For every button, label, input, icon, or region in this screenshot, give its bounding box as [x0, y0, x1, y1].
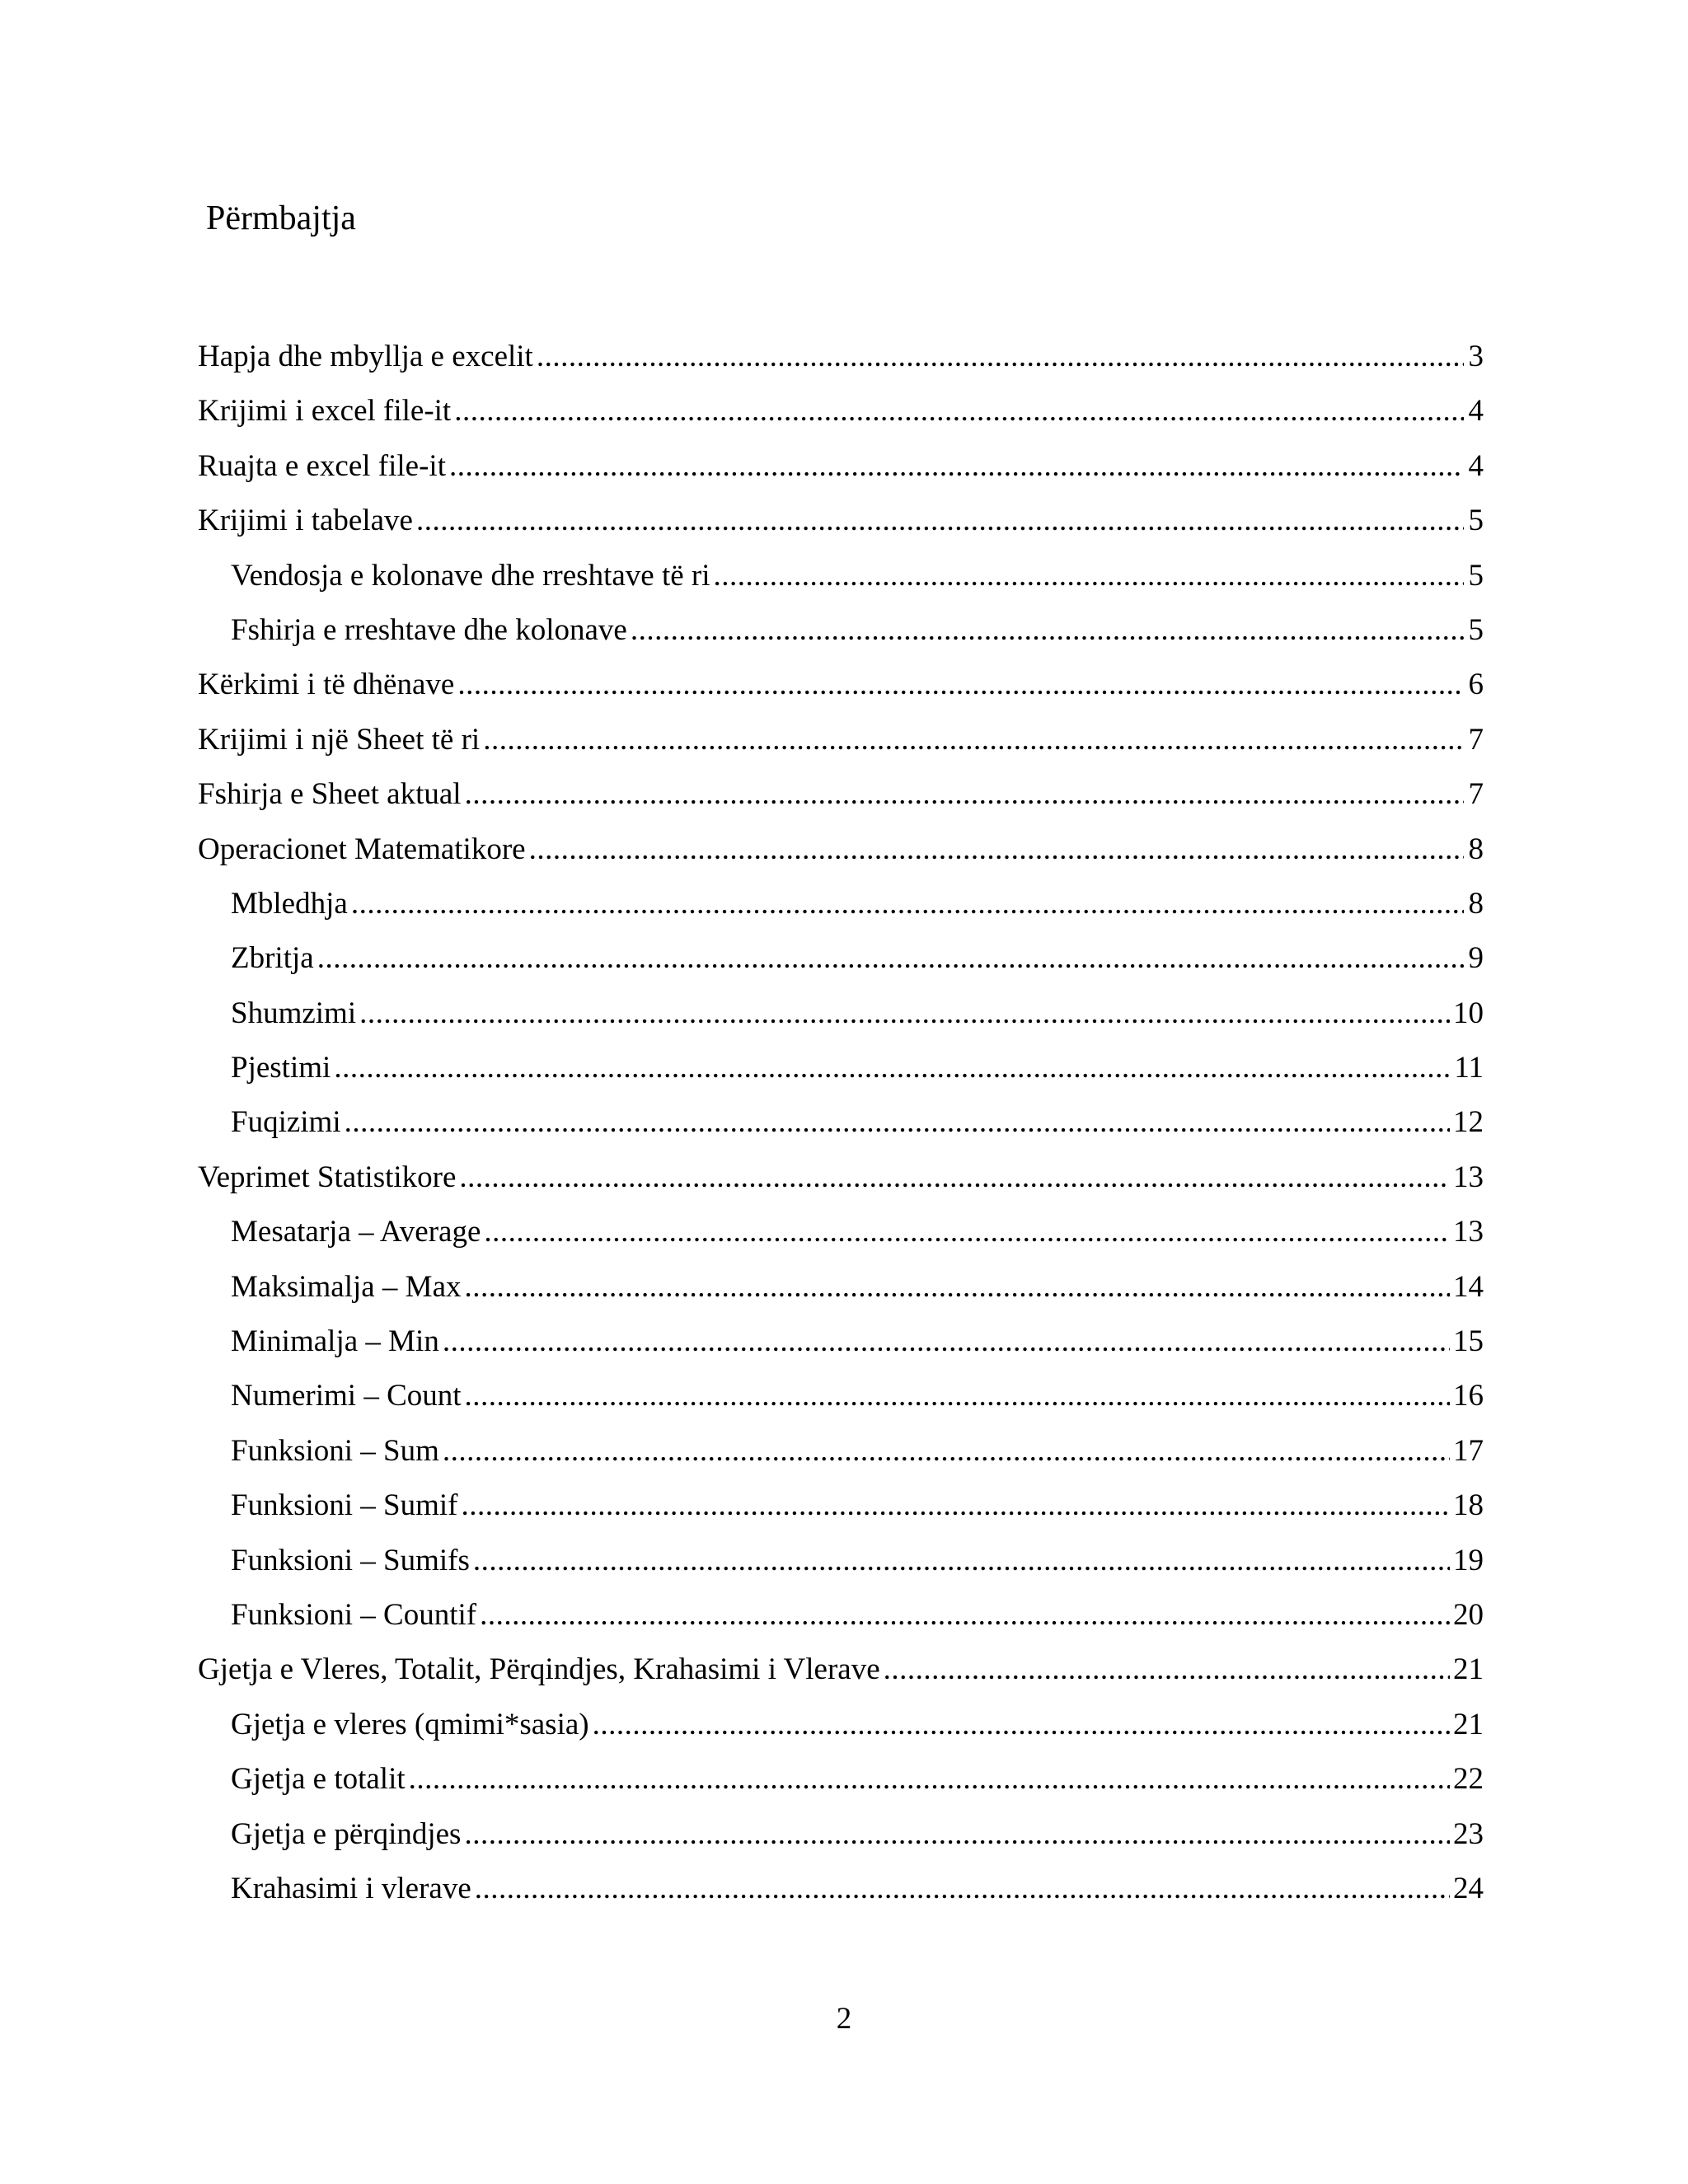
toc-entry-title: Operacionet Matematikore: [198, 832, 526, 866]
toc-entry-title: Ruajta e excel file-it: [198, 448, 446, 483]
toc-subentry[interactable]: [0, 1807, 1688, 1862]
toc-entry-title: Fshirja e Sheet aktual: [198, 777, 462, 812]
toc-entry-title: Hapja dhe mbyllja e excelit: [198, 340, 533, 373]
toc-entry-page-number: 4: [1468, 448, 1484, 483]
toc-entry-title: Numerimi – Count: [231, 1379, 462, 1413]
toc-entry-title: Gjetja e përqindjes: [231, 1816, 462, 1851]
toc-entry-page-number: 11: [1454, 1051, 1484, 1085]
toc-subentry[interactable]: [0, 1534, 1688, 1588]
toc-entry-title: Krahasimi i vlerave: [231, 1871, 471, 1905]
toc-dot-leader: [714, 549, 1464, 603]
toc-entry-title: Funksioni – Countif: [231, 1597, 477, 1632]
toc-dot-leader: [473, 1534, 1450, 1588]
toc-title: Përmbajtja: [206, 199, 356, 237]
toc-dot-leader: [529, 823, 1464, 877]
toc-entry-title: Fshirja e rreshtave dhe kolonave: [231, 612, 627, 647]
toc-entry[interactable]: [0, 330, 1688, 384]
toc-entry-title: Shumzimi: [231, 996, 357, 1030]
toc-entry-page-number: 24: [1453, 1871, 1484, 1905]
toc-entry-page-number: 9: [1468, 941, 1484, 976]
toc-entry-page-number: 8: [1468, 832, 1484, 866]
toc-entry-title: Vendosja e kolonave dhe rreshtave të ri: [231, 558, 710, 593]
toc-dot-leader: [484, 1205, 1450, 1259]
toc-subentry[interactable]: [0, 1698, 1688, 1752]
toc-subentry[interactable]: [0, 549, 1688, 603]
toc-dot-leader: [465, 1260, 1450, 1315]
toc-entry-page-number: 6: [1468, 668, 1484, 702]
toc-dot-leader: [465, 1369, 1450, 1423]
toc-subentry[interactable]: [0, 1205, 1688, 1259]
toc-entry-page-number: 12: [1453, 1105, 1484, 1140]
toc-entry-title: Krijimi i excel file-it: [198, 394, 452, 429]
toc-entry-page-number: 21: [1453, 1652, 1484, 1687]
toc-entry-page-number: 18: [1453, 1488, 1484, 1523]
toc-entry-title: Maksimalja – Max: [231, 1269, 462, 1304]
toc-entry[interactable]: [0, 713, 1688, 767]
toc-subentry[interactable]: [0, 1315, 1688, 1369]
toc-dot-leader: [454, 384, 1464, 438]
toc-dot-leader: [884, 1643, 1450, 1697]
toc-subentry[interactable]: [0, 877, 1688, 931]
toc-entry-title: Krijimi i një Sheet të ri: [198, 722, 481, 757]
toc-dot-leader: [462, 1479, 1451, 1533]
toc-entry-page-number: 20: [1453, 1597, 1484, 1632]
toc-dot-leader: [480, 1588, 1450, 1643]
toc-entry-page-number: 21: [1453, 1707, 1484, 1741]
toc-entry-title: Kërkimi i të dhënave: [198, 668, 455, 702]
toc-entry[interactable]: [0, 494, 1688, 548]
toc-entry[interactable]: [0, 384, 1688, 438]
toc-entry[interactable]: [0, 1151, 1688, 1205]
toc-entry-title: Veprimet Statistikore: [198, 1160, 457, 1194]
toc-subentry[interactable]: [0, 987, 1688, 1041]
toc-entry[interactable]: [0, 439, 1688, 494]
toc-entry-title: Krijimi i tabelave: [198, 504, 413, 538]
toc-entry-page-number: 3: [1468, 340, 1484, 373]
toc-entry-title: Funksioni – Sumifs: [231, 1543, 470, 1577]
toc-subentry[interactable]: [0, 1862, 1688, 1916]
toc-entry-page-number: 15: [1453, 1324, 1484, 1359]
toc-entry-page-number: 7: [1468, 777, 1484, 812]
toc-entry-page-number: 19: [1453, 1543, 1484, 1577]
toc-subentry[interactable]: [0, 1260, 1688, 1315]
toc-dot-leader: [631, 603, 1464, 658]
toc-dot-leader: [416, 494, 1464, 548]
toc-entry-page-number: 23: [1453, 1816, 1484, 1851]
toc-subentry[interactable]: [0, 1588, 1688, 1643]
toc-entry-page-number: 13: [1453, 1215, 1484, 1249]
toc-entry-title: Funksioni – Sum: [231, 1433, 439, 1468]
toc-dot-leader: [334, 1041, 1451, 1095]
toc-entry-title: Fuqizimi: [231, 1105, 341, 1140]
toc-dot-leader: [465, 767, 1464, 822]
page-number: 2: [836, 2002, 852, 2036]
toc-subentry[interactable]: [0, 1424, 1688, 1479]
toc-dot-leader: [457, 658, 1464, 712]
toc-entry-page-number: 14: [1453, 1269, 1484, 1304]
toc-entry-title: Mesatarja – Average: [231, 1215, 481, 1249]
toc-entry-title: Funksioni – Sumif: [231, 1488, 458, 1523]
toc-dot-leader: [537, 330, 1464, 384]
toc-subentry[interactable]: [0, 1752, 1688, 1807]
toc-entry-page-number: 13: [1453, 1160, 1484, 1194]
toc-subentry[interactable]: [0, 1095, 1688, 1150]
toc-dot-leader: [459, 1151, 1450, 1205]
toc-entry-title: Mbledhja: [231, 886, 348, 921]
toc-entry-page-number: 4: [1468, 394, 1484, 429]
toc-entry[interactable]: [0, 1643, 1688, 1697]
toc-entry-page-number: 22: [1453, 1762, 1484, 1797]
toc-dot-leader: [443, 1315, 1450, 1369]
toc-entry-page-number: 7: [1468, 722, 1484, 757]
toc-entry-title: Gjetja e vleres (qmimi*sasia): [231, 1707, 589, 1741]
toc-dot-leader: [317, 931, 1464, 986]
toc-entry-page-number: 8: [1468, 886, 1484, 921]
toc-subentry[interactable]: [0, 603, 1688, 658]
toc-dot-leader: [359, 987, 1450, 1041]
toc-dot-leader: [475, 1862, 1450, 1916]
toc-entry-title: Zbritja: [231, 941, 314, 976]
toc-dot-leader: [593, 1698, 1450, 1752]
toc-dot-leader: [443, 1424, 1450, 1479]
toc-entry-title: Gjetja e Vleres, Totalit, Përqindjes, Krahasimi i Vlerave: [198, 1652, 880, 1687]
toc-dot-leader: [345, 1095, 1450, 1150]
toc-dot-leader: [464, 1807, 1450, 1862]
toc-dot-leader: [409, 1752, 1450, 1807]
toc-entry-page-number: 5: [1468, 504, 1484, 538]
toc-subentry[interactable]: [0, 931, 1688, 986]
toc-dot-leader: [483, 713, 1464, 767]
toc-dot-leader: [449, 439, 1464, 494]
toc-entry-page-number: 10: [1453, 996, 1484, 1030]
toc-entry-page-number: 16: [1453, 1379, 1484, 1413]
toc-entry[interactable]: [0, 658, 1688, 712]
toc-entry[interactable]: [0, 823, 1688, 877]
toc-entry-title: Pjestimi: [231, 1051, 331, 1085]
toc-dot-leader: [351, 877, 1464, 931]
table-of-contents: [0, 330, 1688, 1916]
toc-entry-title: Gjetja e totalit: [231, 1762, 406, 1797]
toc-entry-page-number: 17: [1453, 1433, 1484, 1468]
toc-entry-title: Minimalja – Min: [231, 1324, 439, 1359]
toc-subentry[interactable]: [0, 1369, 1688, 1423]
toc-subentry[interactable]: [0, 1479, 1688, 1533]
toc-entry[interactable]: [0, 767, 1688, 822]
toc-entry-page-number: 5: [1468, 612, 1484, 647]
toc-entry-page-number: 5: [1468, 558, 1484, 593]
toc-subentry[interactable]: [0, 1041, 1688, 1095]
